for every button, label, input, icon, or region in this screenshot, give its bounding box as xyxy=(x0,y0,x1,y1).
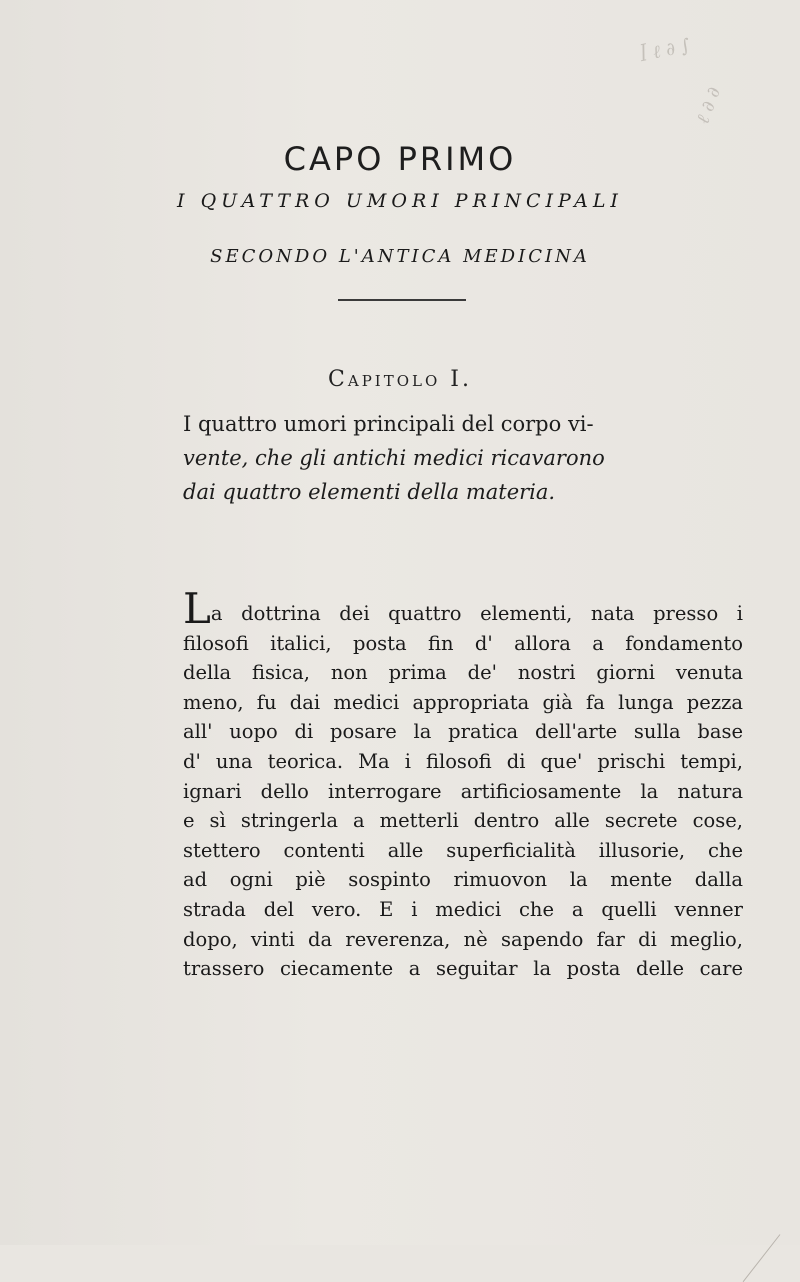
body-line-text: stettero contenti alle superficialità illusorie, che xyxy=(183,838,743,862)
body-line xyxy=(183,865,743,895)
body-line xyxy=(183,954,743,984)
summary-text: vente, che gli antichi medici ricavarono xyxy=(183,446,605,470)
chapter-summary xyxy=(183,407,733,509)
drop-cap: L xyxy=(183,584,211,633)
show-through-text: ℓ ∂ ∂ xyxy=(692,84,726,127)
chapter-heading: CAPO PRIMO xyxy=(283,140,517,178)
summary-text: I quattro umori principali del corpo vi- xyxy=(183,412,594,436)
body-line xyxy=(183,658,743,688)
body-line xyxy=(183,836,743,866)
chapter-number: Capitolo I. xyxy=(328,367,472,392)
body-line xyxy=(183,584,743,633)
body-line xyxy=(183,806,743,836)
body-line xyxy=(183,688,743,718)
body-line xyxy=(183,747,743,777)
chapter-subtitle-line-2: SECONDO L'ANTICA MEDICINA xyxy=(210,246,590,267)
body-line-text: filosofi italici, posta fin d' allora a fondamento xyxy=(183,631,743,655)
summary-line xyxy=(183,441,733,475)
body-line-text: dopo, vinti da reverenza, nè sapendo far di meglio, xyxy=(183,927,743,951)
body-line-text: trassero ciecamente a seguitar la posta delle care xyxy=(183,957,743,981)
body-line xyxy=(183,777,743,807)
body-line-text: della fisica, non prima de' nostri giorni venuta xyxy=(183,661,743,685)
body-paragraph xyxy=(183,584,743,984)
body-line-text: d' una teorica. Ma i filosofi di que' prischi tempi, xyxy=(183,749,743,773)
summary-line xyxy=(183,407,733,441)
body-line-text: e sì stringerla a metterli dentro alle secrete cose, xyxy=(183,809,743,833)
show-through-text: ꟾ ℓ ∂ ∫ xyxy=(638,34,693,67)
body-line xyxy=(183,895,743,925)
body-line xyxy=(183,717,743,747)
chapter-subtitle-line-1: I QUATTRO UMORI PRINCIPALI xyxy=(177,190,623,212)
page-edge-mark xyxy=(743,1234,781,1282)
body-line-text: a dottrina dei quattro elementi, nata presso i xyxy=(210,602,743,625)
summary-line xyxy=(183,475,733,509)
body-line xyxy=(183,629,743,659)
body-line-text: ad ogni piè sospinto rimuovon la mente dalla xyxy=(183,868,743,892)
body-line xyxy=(183,925,743,955)
body-line-text: ignari dello interrogare artificiosamente la natura xyxy=(183,779,743,803)
body-line-text: meno, fu dai medici appropriata già fa lunga pezza xyxy=(183,690,743,714)
ornamental-rule xyxy=(338,299,466,301)
body-line-text: all' uopo di posare la pratica dell'arte sulla base xyxy=(183,720,743,744)
body-line-text: strada del vero. E i medici che a quelli venner xyxy=(183,897,743,921)
summary-text: dai quattro elementi della materia. xyxy=(183,480,556,504)
